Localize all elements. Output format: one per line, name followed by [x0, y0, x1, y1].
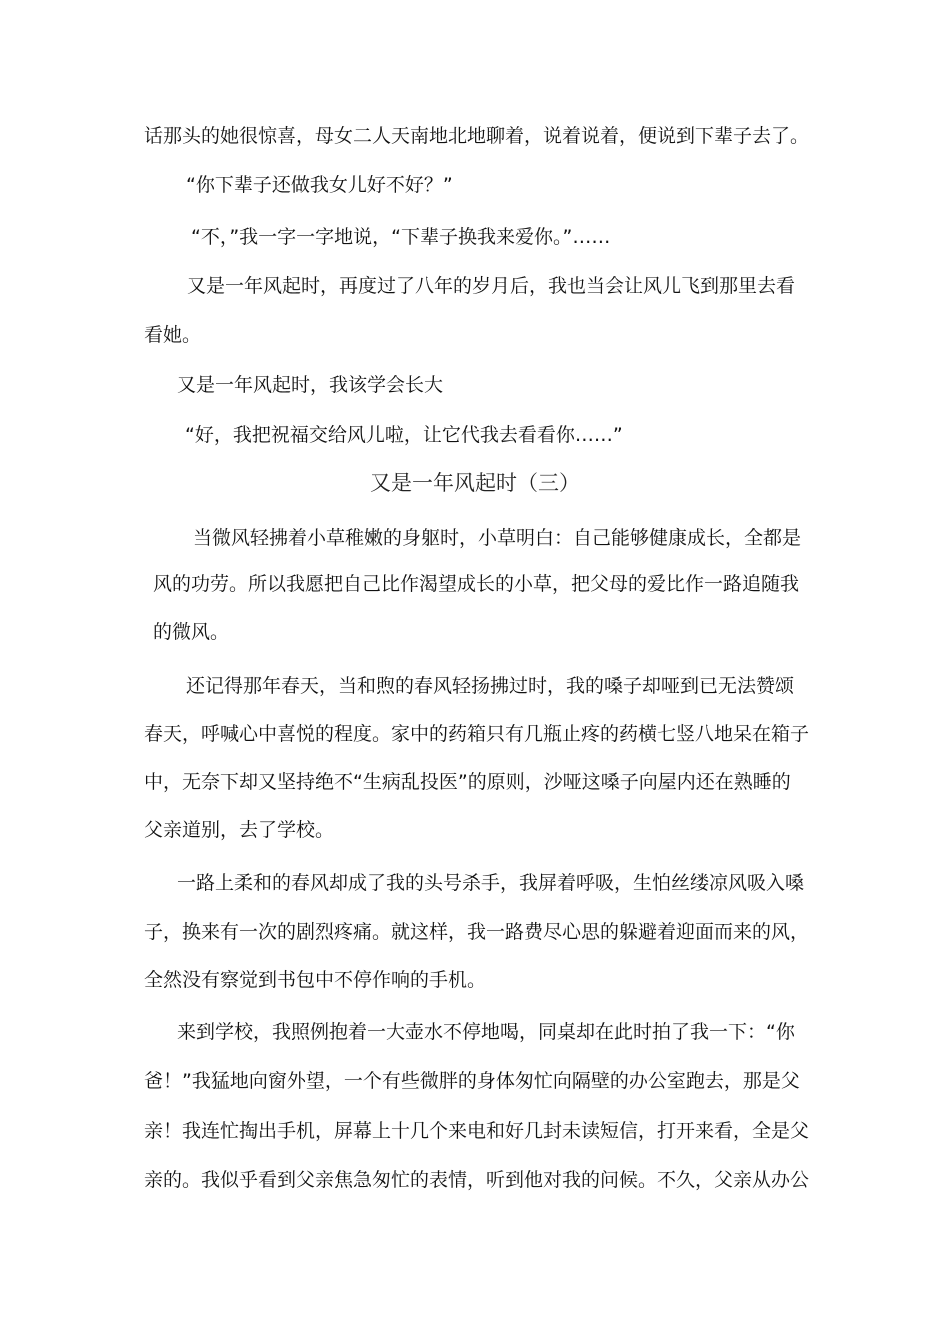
- paragraph-line: 春天，呼喊心中喜悦的程度。家中的药箱只有几瓶止疼的药横七竖八地呆在箱子: [144, 723, 810, 745]
- paragraph-line: 的微风。: [153, 621, 230, 643]
- paragraph-line: 风的功劳。所以我愿把自己比作渴望成长的小草，把父母的爱比作一路追随我: [153, 573, 800, 595]
- paragraph-line: 中，无奈下却又坚持绝不“生病乱投医”的原则，沙哑这嗓子向屋内还在熟睡的: [144, 771, 791, 793]
- paragraph-line: 看她。: [144, 324, 202, 346]
- paragraph-line: 亲的。我似乎看到父亲焦急匆忙的表情，听到他对我的问候。不久，父亲从办公: [144, 1169, 810, 1191]
- paragraph-line: “好，我把祝福交给风儿啦，让它代我去看看你……”: [185, 424, 623, 446]
- paragraph-line: 又是一年风起时，我该学会长大: [177, 374, 444, 396]
- paragraph-line: “不，”我一字一字地说，“下辈子换我来爱你。”……: [191, 226, 611, 248]
- paragraph-line: 全然没有察觉到书包中不停作响的手机。: [144, 969, 487, 991]
- paragraph-line: 一路上柔和的春风却成了我的头号杀手，我屏着呼吸，生怕丝缕凉风吸入嗓: [177, 872, 805, 894]
- paragraph-line: “你下辈子还做我女儿好不好？”: [186, 174, 453, 196]
- paragraph-line: 话那头的她很惊喜，母女二人天南地北地聊着，说着说着，便说到下辈子去了。: [144, 125, 810, 147]
- section-title: 又是一年风起时（三）: [370, 471, 580, 495]
- paragraph-line: 还记得那年春天，当和煦的春风轻扬拂过时，我的嗓子却哑到已无法赞颂: [186, 675, 795, 697]
- paragraph-line: 又是一年风起时，再度过了八年的岁月后，我也当会让风儿飞到那里去看: [187, 275, 796, 297]
- paragraph-line: 爸！”我猛地向窗外望，一个有些微胖的身体匆忙向隔壁的办公室跑去，那是父: [144, 1070, 800, 1092]
- paragraph-line: 父亲道别，去了学校。: [144, 819, 335, 841]
- paragraph-line: 子，换来有一次的剧烈疼痛。就这样，我一路费尽心思的躲避着迎面而来的风，: [144, 921, 810, 943]
- paragraph-line: 当微风轻拂着小草稚嫩的身躯时，小草明白：自己能够健康成长，全都是: [193, 527, 802, 549]
- paragraph-line: 来到学校，我照例抱着一大壶水不停地喝，同桌却在此时拍了我一下：“你: [177, 1021, 795, 1043]
- paragraph-line: 亲！我连忙掏出手机，屏幕上十几个来电和好几封未读短信，打开来看，全是父: [144, 1120, 810, 1142]
